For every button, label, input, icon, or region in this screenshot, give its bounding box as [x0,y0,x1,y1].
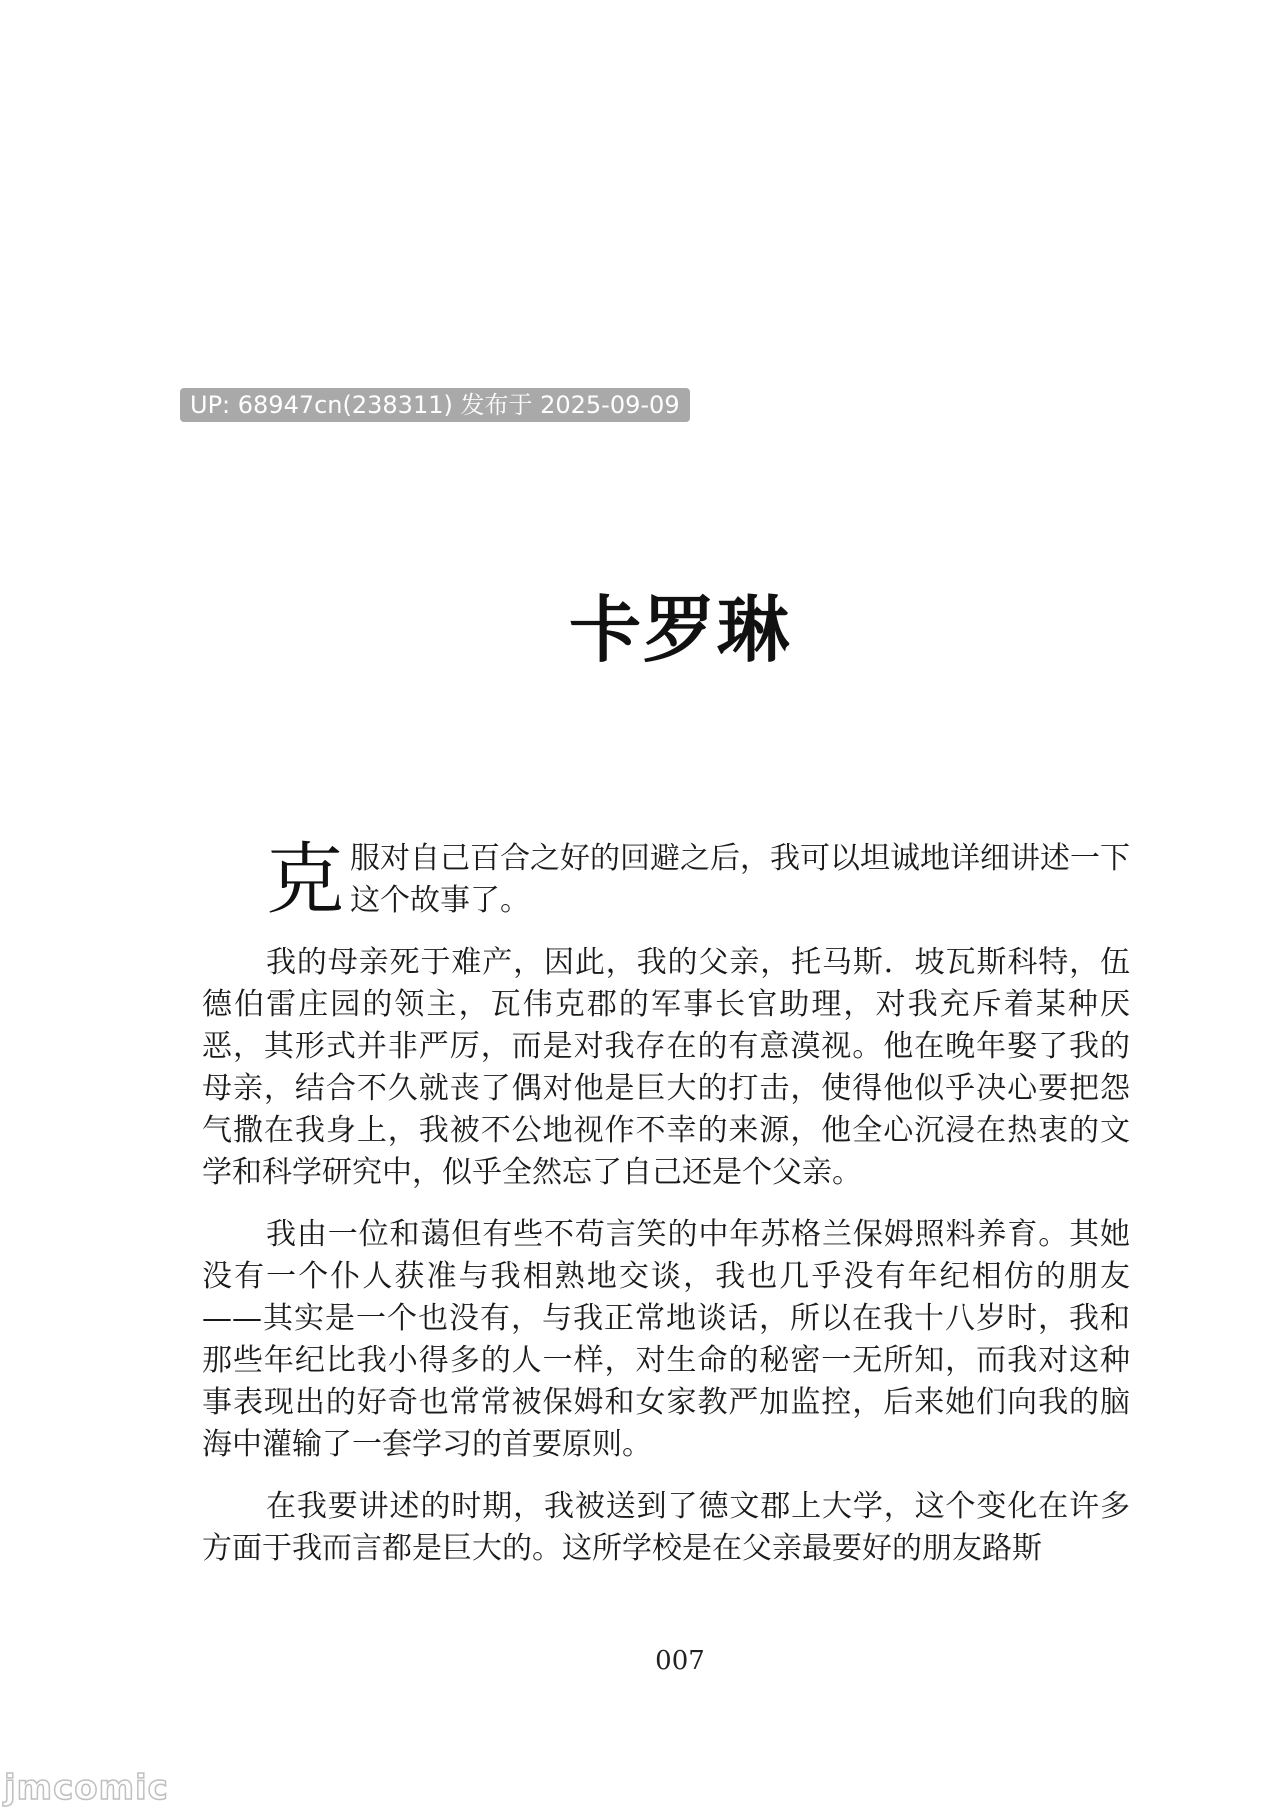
paragraph-4: 在我要讲述的时期，我被送到了德文郡上大学，这个变化在许多方面于我而言都是巨大的。这所学校是在父亲最要好的朋友路斯 [202,1489,1130,1566]
paragraph-3: 我由一位和蔼但有些不苟言笑的中年苏格兰保姆照料养育。其她没有一个仆人获准与我相熟地交谈，我也几乎没有年纪相仿的朋友——其实是一个也没有，与我正常地谈话，所以在我十八岁时，我和那些年纪比我小得多的人一样，对生命的秘密一无所知，而我对这种事表现出的好奇也常常被保姆和女家教严加监控，后来她们向我的脑海中灌输了一套学习的首要原则。 [202,1217,1130,1462]
paragraph-1-text: 服对自己百合之好的回避之后，我可以坦诚地详细讲述一下这个故事了。 [350,841,1131,918]
paragraph-2: 我的母亲死于难产，因此，我的父亲，托马斯．坡瓦斯科特，伍德伯雷庄园的领主，瓦伟克郡的军事长官助理，对我充斥着某种厌恶，其形式并非严厉，而是对我存在的有意漠视。他在晚年娶了我的母亲，结合不久就丧了偶对他是巨大的打击，使得他似乎决心要把怨气撒在我身上，我被不公地视作不幸的来源，他全心沉浸在热衷的文学和科学研究中，似乎全然忘了自己还是个父亲。 [202,945,1130,1190]
body-text [202,835,1131,1590]
page-number: 007 [655,1646,705,1676]
drop-cap: 克 [266,835,345,925]
paragraph-1 [202,835,1131,925]
upload-info-badge: UP: 68947cn(238311) 发布于 2025-09-09 [180,388,690,422]
chapter-title: 卡罗琳 [568,588,791,672]
site-watermark-logo: jmcomic [4,1768,169,1808]
